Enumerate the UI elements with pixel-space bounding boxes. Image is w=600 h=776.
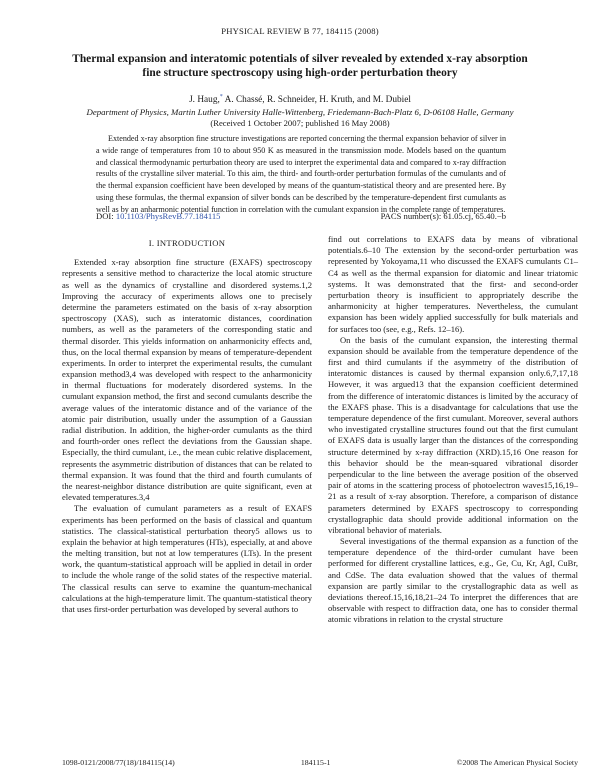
doi (96, 211, 220, 221)
author-first: J. Haug, (189, 95, 220, 106)
section-heading: I. INTRODUCTION (148, 238, 226, 248)
body-paragraph: Several investigations of the thermal expansion as a function of the temperature dependence of the third-order cumulant have been performed for different crystalline lattices, e.g., Ge, Cu, Kr, AgI, CuBr, and CdSe. The data evaluation showed that the values of thermal expansion are partly similar to the crystallographic data as well as deviations thereof.15,16,18,21–24 To interpret the differences that are observable with respect to diffraction data, one has to consider thermal atomic vibrations in relation to the crystal structure (328, 536, 578, 625)
doi-link[interactable]: 10.1103/PhysRevB.77.184115 (115, 211, 221, 221)
doi-label: DOI: (96, 211, 114, 221)
running-head: PHYSICAL REVIEW B 77, 184115 (2008) (221, 26, 379, 36)
page-footer (62, 758, 578, 767)
doi-pacs-line (96, 211, 506, 221)
right-column (328, 234, 578, 626)
title-line-1: Thermal expansion and interatomic potentials of silver revealed by extended x-ray absorption (72, 53, 528, 65)
footer-issn: 1098-0121/2008/77(18)/184115(14) (62, 758, 175, 767)
body-paragraph: The evaluation of cumulant parameters as a result of EXAFS experiments has been performed on the basis of classical and quantum statistics. The classical-statistical perturbation theory5 allows us to explain the behavior at high temperatures (HTs), especially, at and above the melting transition, but not at low temperatures (LTs). In the present work, the quantum-statistical approach will be applied in detail in order to include the whole range of the solid states of the respective material. The classical results can serve to examine the quantum-mechanical calculations at the high-temperature limit. The quantum-statistical theory that uses first-order perturbation was developed by several authors to (62, 503, 312, 614)
left-column (62, 236, 312, 615)
pacs-numbers: PACS number(s): 61.05.cj, 65.40.−b (380, 211, 506, 221)
author-rest: A. Chassé, R. Schneider, H. Kruth, and M. Dubiel (224, 95, 411, 106)
copyright: ©2008 The American Physical Society (456, 758, 578, 767)
affiliation: Department of Physics, Martin Luther University Halle-Wittenberg, Friedemann-Bach-Platz 6, D-06108 Halle, Germany (86, 107, 514, 117)
body-paragraph: Extended x-ray absorption fine structure (EXAFS) spectroscopy represents a sensitive method to characterize the local atomic structure as well as the dynamics of crystalline and disordered systems.1,2 Improving the accuracy of experiments allows one to precisely determine the parameters estimated on the basis of x-ray absorption spectroscopy (XAS), such as interatomic distances, coordination numbers, as well as the parameters of the corresponding static and thermal disorder. This yields information on anharmonicity effects and, thus, on the local thermal expansion by means of temperature-dependent experiments. In order to interpret the experimental results, the cumulant expansion method3,4 was developed with respect to the anharmonicity in thermal fluctuations for moderately disordered systems. In the cumulant expansion method, the first and second cumulants describe the average values of the interatomic distance and of the variance of the atomic pair distribution, usually under the assumption of a Gaussian radial distribution. In addition, the higher-order cumulants as the third and fourth-order ones reflect the deviations from the Gaussian shape. Especially, the third cumulant, i.e., the mean cubic relative displacement, represents the asymmetric distribution of distances that can be related to thermal expansion. It was found that the third and fourth cumulants of the nearest-neighbor distance distribution are quite significant, even at elevated temperatures.3,4 (62, 257, 312, 503)
body-paragraph: find out correlations to EXAFS data by means of vibrational potentials.6–10 The extension by the second-order perturbation was represented by Yokoyama,11 who discussed the EXAFS cumulants C1–C4 as well as the thermal expansion for diatomic and linear triatomic systems. It was demonstrated that the first- and second-order perturbation theory is insufficient to appropriately describe the anharmonicity at higher temperatures. Nevertheless, the cumulant expansion has been widely applied successfully for bulk materials and for surfaces too (see, e.g., Refs. 12–16). (328, 234, 578, 334)
title-line-2: fine structure spectroscopy using high-order perturbation theory (142, 67, 458, 79)
received-date: (Received 1 October 2007; published 16 May 2008) (210, 118, 390, 128)
paper-title (50, 52, 550, 80)
author-list (40, 94, 560, 105)
page-number: 184115-1 (300, 758, 331, 767)
body-paragraph: On the basis of the cumulant expansion, the interesting thermal expansion should be available from the temperature dependence of the first and third cumulants if the asymmetry of the distribution of interatomic distances is caused by thermal expansion only.6,7,17,18 However, it was argued13 that the expansion coefficient determined from the difference of interatomic distances is limited by the accuracy of the EXAFS phase. This is a disadvantage for calculations that use the temperature dependence of the first cumulant. Moreover, several authors who investigated crystalline structures found out that the first cumulant of EXAFS data is usually larger than the distances of the corresponding structure determined by x-ray diffraction (XRD).15,16 One reason for this behavior should be the mean-squared vibrational disorder perpendicular to the line between the average position of the observed pair of atoms in the scattering process of photoelectron waves15,16,19–21 as a result of x-ray absorption. Therefore, a comparison of distance parameters determined by EXAFS spectroscopy to corresponding crystallographic data should provide additional information on the vibrational behavior of materials. (328, 334, 578, 535)
corresponding-author-mark[interactable]: * (219, 94, 223, 100)
abstract: Extended x-ray absorption fine structure investigations are reported concerning the thermal expansion behavior of silver in a wide range of temperatures from 10 to about 950 K as measured in the transmission mode. Models based on the quantum and classical thermodynamic perturbation theory are used to interpret the experimental data and compared to x-ray diffraction results of the crystalline silver material. To this aim, the third- and fourth-order perturbation formulas of the cumulants and of the thermal expansion coefficient have been developed by means of the quantum-statistical theory and are presented here. By using these formulas, the thermal expansion of silver bonds can be described by the temperature-dependent first cumulants as well as by an anharmonic potential function in correlation with the cumulant expansion in the complete range of temperatures. (96, 134, 506, 214)
